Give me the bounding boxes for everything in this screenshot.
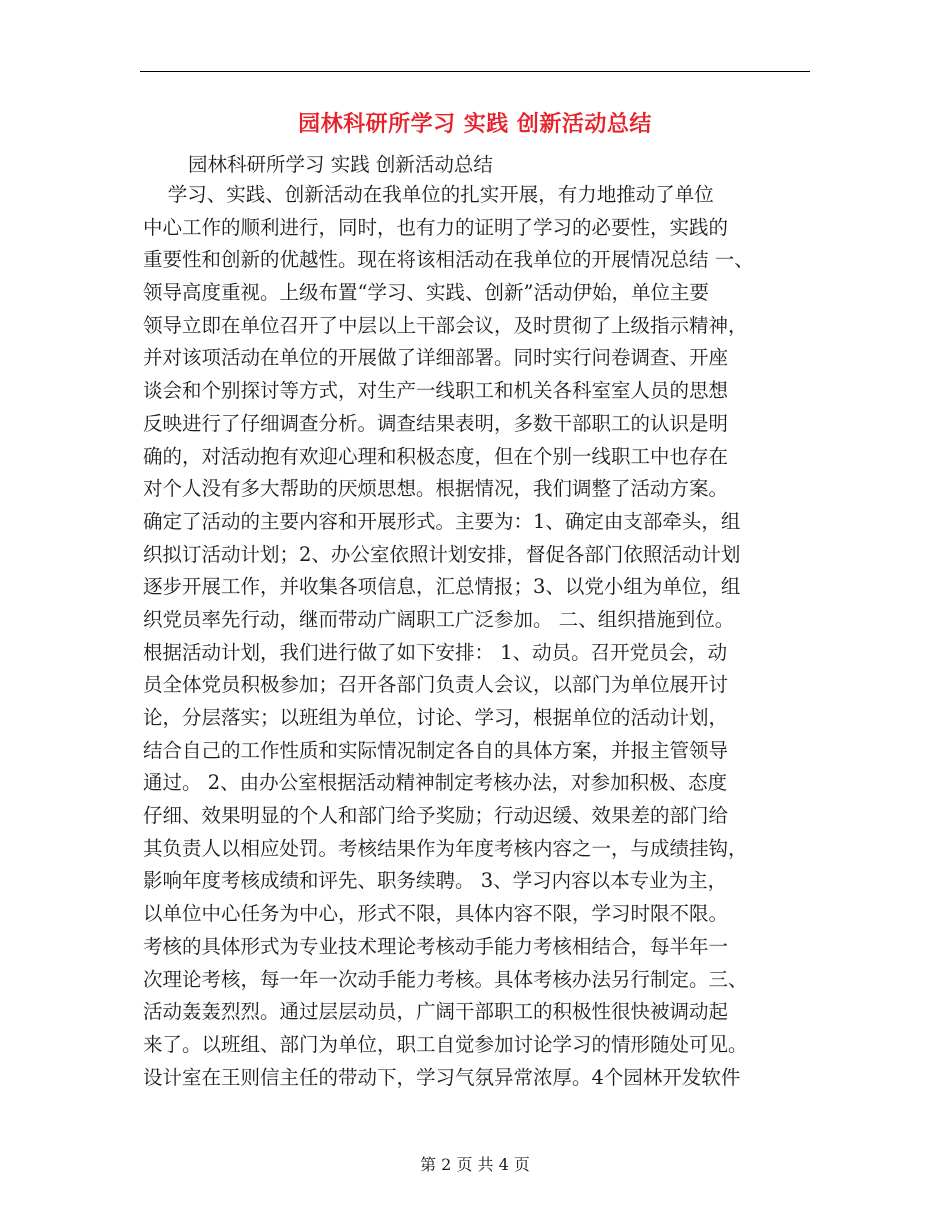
body-line: 中心工作的顺利进行，同时，也有力的证明了学习的必要性，实践的 (143, 215, 729, 239)
header-rule (140, 71, 810, 72)
body-line: 来了。以班组、部门为单位，职工自觉参加讨论学习的情形随处可见。 (143, 1032, 748, 1056)
body-line: 领导高度重视。上级布置“学习、实践、创新”活动伊始，单位主要 (143, 281, 709, 305)
body-line: 影响年度考核成绩和评先、职务续聘。 3、学习内容以本专业为主， (143, 869, 728, 893)
body-line: 学习、实践、创新活动在我单位的扎实开展，有力地推动了单位 (143, 183, 714, 206)
document-subtitle: 园林科研所学习 实践 创新活动总结 (188, 153, 493, 176)
body-line: 根据活动计划，我们进行做了如下安排： 1、动员。召开党员会，动 (143, 640, 728, 664)
page-number: 第 2 页 共 4 页 (420, 1155, 530, 1174)
body-line: 重要性和创新的优越性。现在将该相活动在我单位的开展情况总结 一、 (143, 248, 754, 272)
body-line: 通过。 2、由办公室根据活动精神制定考核办法，对参加积极、态度 (143, 771, 728, 795)
body-line: 反映进行了仔细调查分析。调查结果表明，多数干部职工的认识是明 (143, 411, 729, 435)
body-line: 逐步开展工作，并收集各项信息，汇总情报；3、以党小组为单位，组 (143, 575, 741, 599)
body-line: 设计室在王则信主任的带动下，学习气氛异常浓厚。4个园林开发软件 (143, 1065, 741, 1089)
body-line: 确定了活动的主要内容和开展形式。主要为：1、确定由支部牵头，组 (143, 509, 741, 533)
body-line: 考核的具体形式为专业技术理论考核动手能力考核相结合，每半年一 (143, 934, 729, 958)
body-text (143, 179, 815, 1094)
body-line: 并对该项活动在单位的开展做了详细部署。同时实行问卷调查、开座 (143, 346, 729, 370)
document-title: 园林科研所学习 实践 创新活动总结 (298, 111, 652, 137)
body-line: 确的，对活动抱有欢迎心理和积极态度，但在个别一线职工中也存在 (143, 444, 729, 468)
body-line: 结合自己的工作性质和实际情况制定各自的具体方案，并报主管领导 (143, 738, 729, 762)
body-line: 活动轰轰烈烈。通过层层动员，广阔干部职工的积极性很快被调动起 (143, 1000, 729, 1024)
body-line: 论，分层落实；以班组为单位，讨论、学习，根据单位的活动计划， (143, 706, 729, 729)
body-line: 织党员率先行动，继而带动广阔职工广泛参加。 二、组织措施到位。 (143, 607, 735, 631)
body-line: 以单位中心任务为中心，形式不限，具体内容不限，学习时限不限。 (143, 902, 729, 926)
body-line: 对个人没有多大帮助的厌烦思想。根据情况，我们调整了活动方案。 (143, 477, 729, 501)
body-line: 领导立即在单位召开了中层以上干部会议，及时贯彻了上级指示精神， (143, 313, 748, 337)
body-line: 其负责人以相应处罚。考核结果作为年度考核内容之一，与成绩挂钩， (143, 836, 748, 860)
body-line: 次理论考核，每一年一次动手能力考核。具体考核办法另行制定。三、 (143, 967, 748, 991)
body-line: 谈会和个别探讨等方式，对生产一线职工和机关各科室室人员的思想 (143, 379, 729, 403)
body-line: 仔细、效果明显的个人和部门给予奖励；行动迟缓、效果差的部门给 (143, 804, 729, 828)
body-line: 织拟订活动计划；2、办公室依照计划安排，督促各部门依照活动计划 (143, 542, 741, 566)
body-line: 员全体党员积极参加；召开各部门负责人会议，以部门为单位展开讨 (143, 673, 729, 697)
